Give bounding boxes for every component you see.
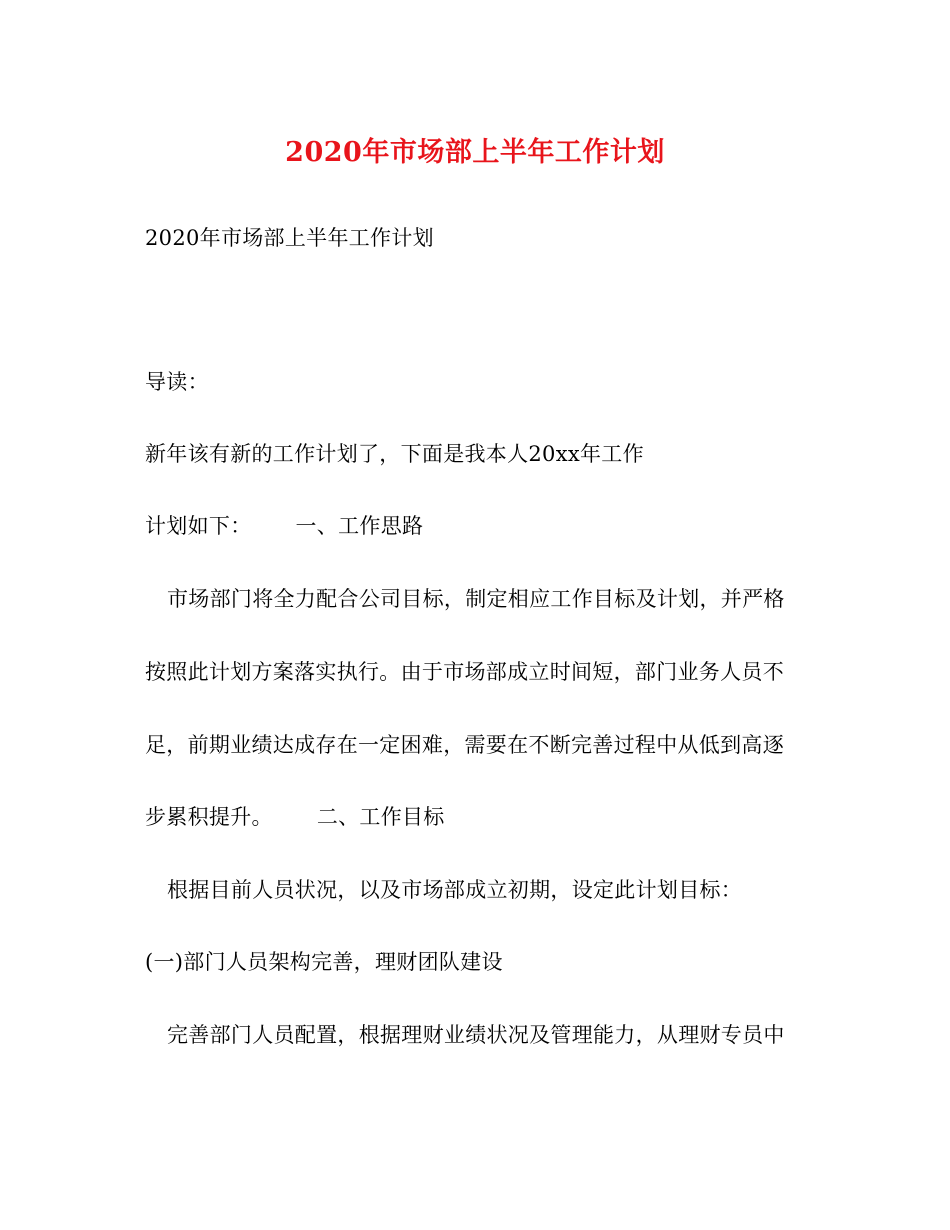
paragraph-line-with-heading (145, 803, 445, 831)
paragraph-line: 完善部门人员配置，根据理财业绩状况及管理能力，从理财专员中 (167, 1023, 785, 1047)
paragraph-fragment: 步累积提升。 (145, 805, 273, 829)
paragraph-fragment: 计划如下： (145, 514, 252, 538)
section-heading: 一、工作思路 (295, 514, 424, 538)
paragraph-line: 按照此计划方案落实执行。由于市场部成立时间短，部门业务人员不 (145, 660, 784, 684)
intro-label: 导读： (145, 370, 209, 394)
paragraph-line-with-heading (145, 512, 423, 540)
paragraph-line: 新年该有新的工作计划了，下面是我本人20xx年工作 (145, 442, 644, 466)
document-title: 2020年市场部上半年工作计划 (285, 137, 665, 168)
paragraph-line: 足，前期业绩达成存在一定困难，需要在不断完善过程中从低到高逐 (145, 733, 784, 757)
document-subtitle: 2020年市场部上半年工作计划 (145, 226, 434, 250)
paragraph-line: 市场部门将全力配合公司目标，制定相应工作目标及计划，并严格 (167, 587, 785, 611)
section-heading: 二、工作目标 (316, 805, 445, 829)
paragraph-line: 根据目前人员状况，以及市场部成立初期，设定此计划目标： (167, 878, 743, 902)
subsection-heading: (一)部门人员架构完善，理财团队建设 (145, 950, 503, 974)
